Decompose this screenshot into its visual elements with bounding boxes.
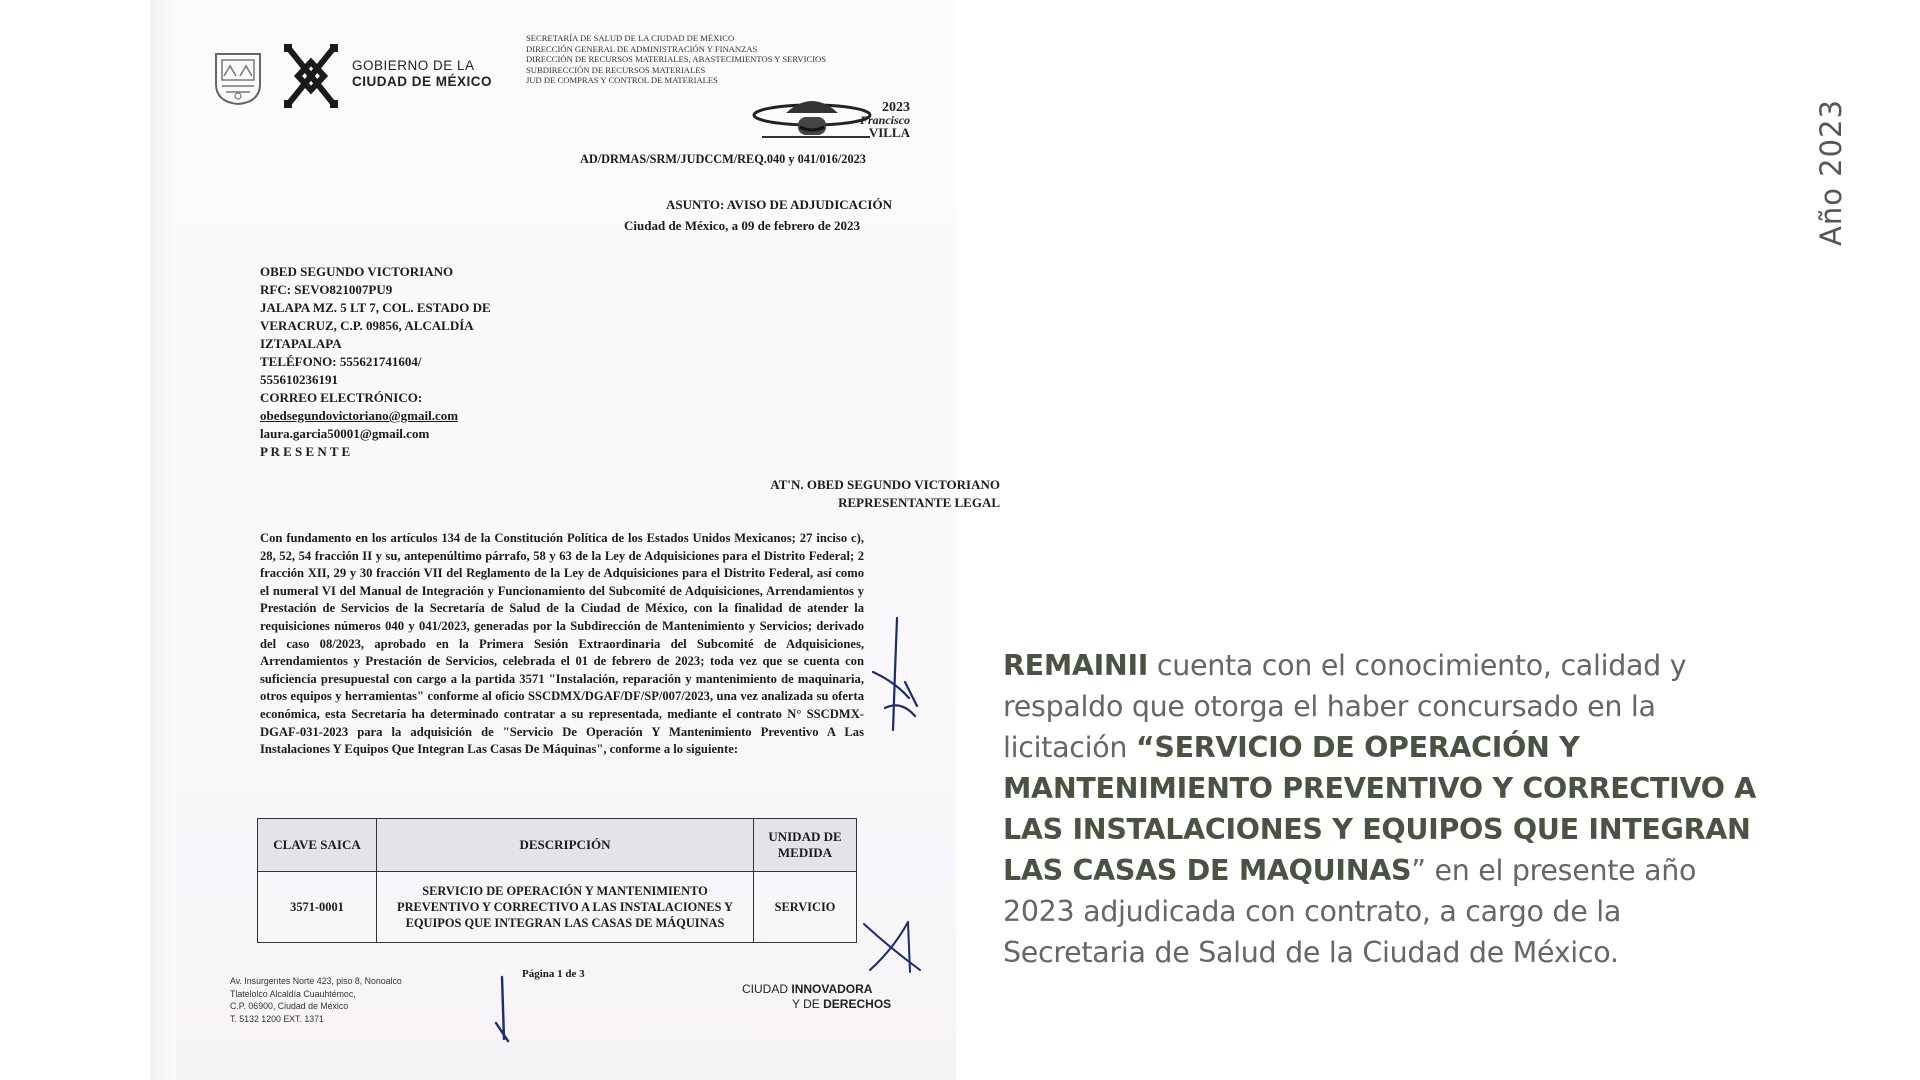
scanned-document bbox=[150, 0, 1000, 1080]
reference-number: AD/DRMAS/SRM/JUDCCM/REQ.040 y 041/016/2023 bbox=[580, 152, 866, 166]
presente-label: P R E S E N T E bbox=[260, 444, 351, 459]
footer-slogan bbox=[742, 982, 891, 1012]
addressee-address: VERACRUZ, C.P. 09856, ALCALDÍA bbox=[260, 318, 474, 333]
attention-name: AT'N. OBED SEGUNDO VICTORIANO bbox=[770, 477, 1000, 492]
footer-address-line: C.P. 06900, Ciudad de México bbox=[230, 1001, 349, 1012]
addressee-email-label: CORREO ELECTRÓNICO: bbox=[260, 390, 423, 405]
office-header bbox=[526, 33, 826, 86]
addressee-block bbox=[260, 263, 491, 461]
slogan-text: Y DE bbox=[792, 997, 820, 1011]
emblem-name2: VILLA bbox=[868, 125, 910, 140]
table-cell-descripcion: SERVICIO DE OPERACIÓN Y MANTENIMIENTO PREVENTIVO Y CORRECTIVO A LAS INSTALACIONES Y EQUIPOS QUE INTEGRAN LAS CASAS DE MÁQUINAS bbox=[377, 872, 754, 943]
addressee-address: JALAPA MZ. 5 LT 7, COL. ESTADO DE bbox=[260, 300, 491, 315]
attention-block bbox=[618, 476, 1000, 512]
government-name-line1: GOBIERNO DE LA bbox=[352, 58, 475, 73]
year-label: Año 2023 bbox=[1814, 99, 1848, 246]
government-name-line2: CIUDAD DE MÉXICO bbox=[352, 74, 493, 89]
place-date: Ciudad de México, a 09 de febrero de 2023 bbox=[624, 218, 861, 233]
subject-line: ASUNTO: AVISO DE ADJUDICACIÓN bbox=[666, 197, 892, 212]
emblem-year: 2023 bbox=[882, 100, 910, 115]
footer-address-line: Tlatelolco Alcaldía Cuauhtémoc, bbox=[230, 988, 356, 999]
francisco-villa-emblem bbox=[750, 93, 920, 143]
table-row bbox=[258, 872, 857, 943]
table-header: UNIDAD DE MEDIDA bbox=[754, 819, 857, 872]
description-part: ” en el presente año 2023 adjudicada con contrato, a cargo de la Secretaria de Salud de la Ciudad de México. bbox=[1003, 854, 1697, 969]
emblem-name1: Francisco bbox=[859, 113, 910, 127]
addressee-address: IZTAPALAPA bbox=[260, 336, 342, 351]
table-cell-clave: 3571-0001 bbox=[258, 872, 377, 943]
table-header: CLAVE SAICA bbox=[258, 819, 377, 872]
items-table bbox=[257, 818, 857, 943]
addressee-email: obedsegundovictoriano@gmail.com bbox=[260, 408, 459, 423]
page-number: Página 1 de 3 bbox=[522, 968, 585, 980]
addressee-email: laura.garcia50001@gmail.com bbox=[260, 426, 430, 441]
government-name bbox=[352, 58, 492, 90]
attention-role: REPRESENTANTE LEGAL bbox=[838, 495, 1000, 510]
office-line: JUD DE COMPRAS Y CONTROL DE MATERIALES bbox=[526, 75, 718, 86]
footer-address bbox=[230, 975, 402, 1025]
tender-name: “SERVICIO DE OPERACIÓN Y MANTENIMIENTO PREVENTIVO Y CORRECTIVO A LAS INSTALACIONES Y EQUIPOS QUE INTEGRAN LAS CASAS DE MAQUINAS bbox=[1003, 731, 1757, 887]
government-logo-icon bbox=[280, 40, 342, 112]
office-line: DIRECCIÓN DE RECURSOS MATERIALES, ABASTECIMIENTOS Y SERVICIOS bbox=[526, 54, 827, 65]
city-crest-icon bbox=[212, 50, 264, 106]
table-header: DESCRIPCIÓN bbox=[377, 819, 754, 872]
table-header-row bbox=[258, 819, 857, 872]
addressee-phone: 555610236191 bbox=[260, 372, 338, 387]
addressee-phone: TELÉFONO: 555621741604/ bbox=[260, 354, 422, 369]
office-line: SUBDIRECCIÓN DE RECURSOS MATERIALES bbox=[526, 64, 706, 75]
description-part: cuenta con el conocimiento, calidad y respaldo que otorga el haber concursado en la licitación bbox=[1003, 649, 1687, 764]
signature-mark bbox=[865, 612, 935, 742]
addressee-rfc: RFC: SEVO821007PU9 bbox=[260, 282, 393, 297]
slogan-text: CIUDAD bbox=[742, 982, 789, 996]
body-paragraph: Con fundamento en los artículos 134 de la Constitución Política de los Estados Unidos Mexicanos; 27 inciso c), 28, 52, 54 fracción II y su, antepenúltimo párrafo, 58 y 63 de la Ley de Adquisiciones para el Distrito Federal; 2 fracción XII, 29 y 30 fracción VII del Reglamento de la Ley de Adquisiciones para el Distrito Federal, así como el numeral VI del Manual de Integración y Funcionamiento del Subcomité de Adquisiciones, Arrendamientos y Prestación de Servicios de la Secretaría de Salud de la Ciudad de México, con la finalidad de atender la requisiciones números 040 y 041/2023, generadas por la Subdirección de Mantenimiento y Servicios; derivado del caso 08/2023, aprobado en la Primera Sesión Extraordinaria del Subcomité de Adquisiciones, Arrendamientos y Prestación de Servicios, celebrada el 01 de febrero de 2023; toda vez que se cuenta con suficiencia presupuestal con cargo a la partida 3571 "Instalación, reparación y mantenimiento de maquinaria, otros equipos y herramientas" conforme al oficio SSCDMX/DGAF/DF/SP/007/2023, una vez analizada su oferta económica, esta Secretaría ha determinado contratar a su representada, mediante el contrato N° SSCDMX-DGAF-031-2023 para la adquisición de "Servicio De Operación Y Mantenimiento Preventivo A Las Instalaciones Y Equipos Que Integran Las Casas De Máquinas", conforme a lo siguiente: bbox=[260, 531, 864, 757]
initials-mark bbox=[860, 918, 940, 978]
table-cell-unidad: SERVICIO bbox=[754, 872, 857, 943]
footer-address-line: T. 5132 1200 EXT. 1371 bbox=[230, 1013, 324, 1024]
footer-address-line: Av. Insurgentes Norte 423, piso 8, Nonoalco bbox=[230, 976, 402, 986]
office-line: DIRECCIÓN GENERAL DE ADMINISTRACIÓN Y FINANZAS bbox=[526, 43, 758, 54]
page-initial-mark bbox=[488, 975, 518, 1045]
brand-name: REMAINII bbox=[1003, 649, 1149, 682]
slogan-bold: INNOVADORA bbox=[791, 982, 873, 996]
addressee-name: OBED SEGUNDO VICTORIANO bbox=[260, 264, 454, 279]
description-text bbox=[1003, 645, 1763, 973]
slogan-bold: DERECHOS bbox=[823, 997, 892, 1011]
office-line: SECRETARÍA DE SALUD DE LA CIUDAD DE MÉXICO bbox=[526, 33, 735, 43]
